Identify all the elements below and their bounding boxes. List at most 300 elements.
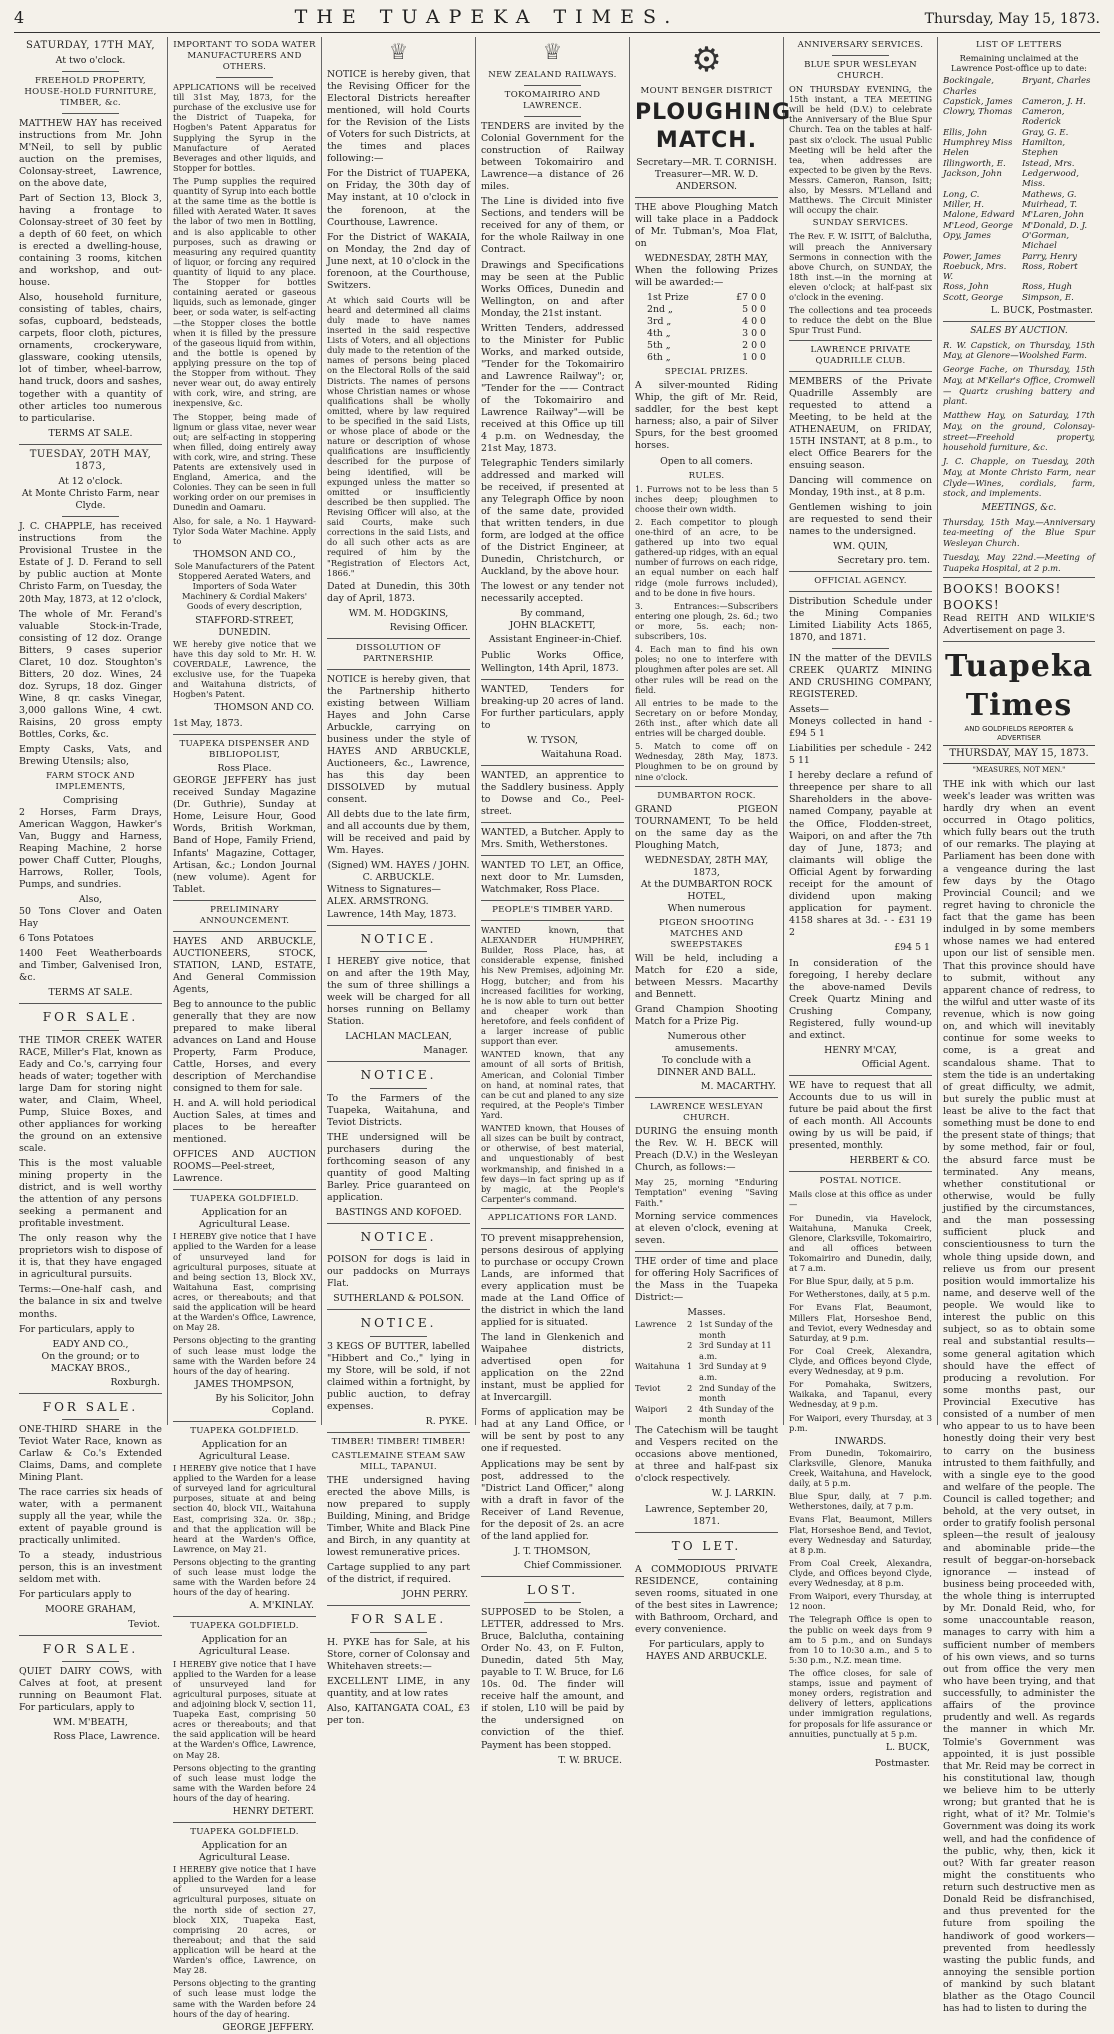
- ad-sub: Application for an Agricultural Lease.: [198, 1840, 291, 1864]
- ad-body: I HEREBY give notice that I have applied to the Warden for a lease of surveyed land for agricultural purposes, situate at and being section 40, block VII., Waitahuna East, comprising 32a. 0r. 38p.; and that the application will be heard at the Warden's Office, Lawrence, on May 21.: [173, 1463, 316, 1554]
- letter-recipient: M'Leod, George: [943, 220, 1013, 231]
- signature: (Signed) WM. HAYES / JOHN. C. ARBUCKLE.: [327, 860, 470, 884]
- masthead: [14, 6, 1100, 33]
- ad-sub: INWARDS.: [834, 1435, 887, 1447]
- signature: J. T. THOMSON,: [514, 1545, 591, 1557]
- list-item: Thursday, 15th May.—Anniversary tea-meeting of the Blue Spur Wesleyan Church.: [943, 516, 1095, 549]
- signature: SUTHERLAND & POLSON.: [333, 1293, 464, 1305]
- ad-heading: FOR SALE.: [42, 1399, 139, 1414]
- letter-recipient: Clowry, Thomas: [943, 107, 1013, 118]
- ad-sub: Application for an Agricultural Lease.: [198, 1634, 291, 1658]
- column-5: [630, 37, 792, 1662]
- logo-subtitle: AND GOLDFIELDS REPORTER & ADVERTISER: [964, 724, 1074, 742]
- ad-body: 6 Tons Potatoes: [19, 933, 94, 945]
- ad-body: For Dunedin, via Havelock, Waitahuna, Manuka Creek, Glenore, Clarksville, Tokomairiro, and all offices between Tokomairiro and Dunedin, daily, at 7 a.m.: [789, 1212, 932, 1274]
- signature: ALEX. ARMSTRONG.: [327, 896, 429, 908]
- ad-body: For Waipori, every Thursday, at 3 p.m.: [789, 1412, 932, 1433]
- ad-body: In consideration of the foregoing, I hereby declare the above-named Devils Creek Quartz Mining and Crushing Company, Registered, fully wound-up and extinct.: [789, 957, 932, 1042]
- ad-body: Morning service commences at eleven o'clock, evening at seven.: [635, 1210, 778, 1246]
- letter-recipient: Cameron, Roderick: [1022, 107, 1065, 128]
- ploughing-engraving-icon: ⚙: [691, 40, 722, 80]
- signature: L. BUCK, Postmaster.: [990, 305, 1093, 317]
- ad-body: Blue Spur, daily, at 7 p.m. Wetherstones, daily, at 7 p.m.: [789, 1491, 932, 1512]
- mass-table: Lawrence 2 1st Sunday of the month 2 3rd Sunday at 11 a.m. Waitahuna 1 3rd Sunday at 9 a.m. Teviot 2 2nd Sunday of the month Waipori 2 4th Sunday of the month: [635, 1318, 776, 1425]
- ad-heading: FOR SALE.: [350, 1612, 447, 1627]
- ad-heading: PRELIMINARY ANNOUNCEMENT.: [199, 904, 290, 926]
- assets-label: Assets—: [789, 704, 829, 716]
- ad-body: QUIET DAIRY COWS, with Calves at foot, at present running on Beaumont Flat. For particulars, apply to: [19, 1665, 162, 1713]
- ad-body: Mails close at this office as under—: [789, 1189, 932, 1210]
- ad-body: The whole of Mr. Ferand's valuable Stock-in-Trade, consisting of 12 doz. Orange Bitters, 9 cases superior Claret, 10 doz. Stoughton's Bitters, 20 doz. Wines, 24 doz. Syrups, 18 doz. Ginger Wine, 8 qr. casks Vinegar, 3,000 gallons Wine, 4 cwt. Raisins, 20 gross empty Bottles, Corks, &c.: [19, 608, 162, 740]
- signature: LACHLAN MACLEAN,: [345, 1031, 452, 1043]
- signature: WM. M. HODGKINS,: [348, 607, 449, 619]
- books-heading: BOOKS! BOOKS! BOOKS!: [943, 582, 1062, 612]
- ad-body: For Blue Spur, daily, at 5 p.m.: [789, 1276, 914, 1287]
- rule-item: 1. Furrows not to be less than 5 inches deep; ploughmen to choose their own width.: [635, 483, 778, 514]
- ad-body: Open to all comers.: [660, 455, 753, 467]
- signature: Chief Commissioner.: [523, 1559, 622, 1571]
- ad-body: ON THURSDAY EVENING, the 15th instant, a TEA MEETING will be held (D.V.) to celebrate the Anniversary of the Blue Spur Church. Tea on the tables at half-past six o'clock. The usual Public Meeting will be held after the tea, when addresses are expected to be given by the Revs. Messrs. Cameron, Ranson, Isitt; also, by Messrs. M'Lelland and Matthews. The Circuit Minister will occupy the chair.: [789, 84, 932, 216]
- ad-heading: LAWRENCE WESLEYAN CHURCH.: [649, 1102, 764, 1124]
- ad-body: 1400 Feet Weatherboards and Timber, Galvenised Iron, &c.: [19, 948, 162, 984]
- signature: Revising Officer.: [389, 621, 468, 633]
- ad-sub: Application for an Agricultural Lease.: [198, 1438, 291, 1462]
- ad-body: Gentlemen wishing to join are requested to send their names to the undersigned.: [789, 501, 932, 537]
- ad-body: The Rev. F. W. ISITT, of Balclutha, will preach the Anniversary Sermons in connection with the above Church, on SUNDAY, the 18th inst.—in the morning at eleven o'clock; at half-past six o'clock in the evening.: [789, 231, 932, 303]
- ad-body: I hereby declare a refund of threepence per share to all Shareholders in the above-named Company, payable at the Office, Flodden-street, Waipori, on and after the 7th day of June, 1873; and claimants will oblige the Official Agent by forwarding receipt for the amount of dividend upon making application for payment. 4158 shares at 3d. - - £31 19 2: [789, 770, 932, 938]
- column-7: [938, 37, 1100, 2015]
- ad-heading: TUAPEKA DISPENSER AND BIBLIOPOLIST,: [179, 739, 310, 761]
- ad-heading: SALES BY AUCTION.: [970, 326, 1068, 337]
- signature: On the ground; or to: [41, 1350, 140, 1362]
- ad-body: Drawings and Specifications may be seen at the Public Works Offices, Dunedin and Wellington, on and after Monday, the 21st instant.: [481, 259, 624, 319]
- ad-body: MEMBERS of the Private Quadrille Assembly are requested to attend a Meeting, to be held at the ATHENAEUM, on FRIDAY, 15TH INSTANT, at 8 p.m., to elect Office Bearers for the ensuing season.: [789, 375, 932, 471]
- ad-body: To the Farmers of the Tuapeka, Waitahuna, and Teviot Districts.: [327, 1092, 470, 1128]
- sale-date: SATURDAY, 17TH MAY,: [26, 40, 155, 51]
- ad-body: Persons objecting to the granting of such lease must lodge the same with the Warden before 24 hours of the day of hearing.: [173, 1556, 316, 1598]
- ad-heading: SUNDAY SERVICES.: [812, 218, 909, 229]
- sale-time: At 12 o'clock.: [58, 476, 123, 488]
- sale-time: At two o'clock.: [55, 54, 126, 66]
- ad-heading: PEOPLE'S TIMBER YARD.: [492, 905, 613, 915]
- ad-body: For the District of WAKAIA, on Monday, the 2nd day of June next, at 10 o'clock in the forenoon, at the Courthouse, Switzers.: [327, 231, 470, 291]
- signature: STAFFORD-STREET, DUNEDIN.: [195, 614, 294, 638]
- ad-body: ONE-THIRD SHARE in the Teviot Water Race, known as Carlaw & Co.'s Extended Claims, Dams, and complete Mining Plant.: [19, 1424, 162, 1484]
- signature: Official Agent.: [861, 1059, 930, 1071]
- letter-recipient: Capstick, James: [943, 96, 1013, 107]
- letter-recipient: Humphrey Miss Helen: [943, 138, 1013, 159]
- signature: WM. M'BEATH,: [53, 1717, 128, 1729]
- ad-body: Also, KAITANGATA COAL, £3 per ton.: [327, 1702, 470, 1726]
- ad-body: From Dunedin, Tokomairiro, Clarksville, Glenore, Manuka Creek, Waitahuna, and Havelock, daily, at 5 p.m.: [789, 1447, 932, 1489]
- ad-heading: TUAPEKA GOLDFIELD.: [190, 1194, 299, 1205]
- ad-body: Public Works Office, Wellington, 14th April, 1873.: [481, 650, 624, 674]
- letter-recipient: Ross, Hugh: [1022, 282, 1072, 293]
- ad-body: The office closes, for sale of stamps, issue and payment of money orders, registration and delivery of letters, applications under immigration regulations, for proposals for life assurance or annuities, punctually at 5 p.m.: [789, 1667, 932, 1739]
- ad-body: For Pomahaka, Switzers, Waikaka, and Tapanui, every Wednesday, at 9 p.m.: [789, 1379, 932, 1410]
- column-1: [14, 37, 168, 1743]
- rule-item: 5. Match to come off on Wednesday, 28th May, 1873. Ploughmen to be on ground by nine o'clock.: [635, 741, 778, 782]
- letter-recipient: Mathews, G.: [1022, 189, 1077, 200]
- ad-body: I HEREBY give notice, that on and after the 19th May, the sum of three shillings a week will be charged for all horses running on Bellamy Station.: [327, 955, 470, 1028]
- ad-body: Beg to announce to the public generally that they are now prepared to make liberal advances on Land and House Property, Farm Produce, Cattle, Horses, and every description of Merchandise consigned to them for sale.: [173, 998, 316, 1094]
- ad-heading: TIMBER! TIMBER! TIMBER!: [331, 1436, 466, 1447]
- page-number: 4: [14, 8, 25, 27]
- ad-heading: ANNIVERSARY SERVICES.: [797, 40, 924, 50]
- ad-body: For the District of TUAPEKA, on Friday, the 30th day of May instant, at 10 o'clock in the forenoon, at the Courthouse, Lawrence.: [327, 168, 470, 228]
- ad-body: Also, household furniture, consisting of tables, chairs, sofas, cupboard, bedsteads, carpets, floor cloth, pictures, ornaments, crockeryware, glassware, cooking utensils, lot of timber, wheel-barrow, hand truck, doors and sashes, together with a quantity of other articles too numerous to particularise.: [19, 292, 162, 424]
- signature: THOMSON AND CO.: [214, 702, 314, 714]
- signature: HERBERT & CO.: [849, 1155, 930, 1167]
- ad-heading: SPECIAL PRIZES.: [664, 367, 749, 378]
- ad-body: Distribution Schedule under the Mining Companies Limited Liability Acts 1865, 1870, and 1871.: [789, 595, 932, 644]
- ad-body: I HEREBY give notice that I have applied to the Warden for a lease of unsurveyed land for agricultural purposes, situate at and being section 13, Block XV., Waitahuna East, comprising acres, or thereabouts; and that said the application will be heard at the Warden's Office, Lawrence, on May 28.: [173, 1231, 316, 1333]
- ad-body: OFFICES AND AUCTION ROOMS—Peel-street, Lawrence.: [173, 1149, 316, 1185]
- ad-body: GRAND PIGEON TOURNAMENT, To be held on the same day as the Ploughing Match,: [635, 803, 778, 851]
- ad-body: Dancing will commence on Monday, 19th inst., at 8 p.m.: [789, 474, 932, 498]
- letter-recipient: Ross, John: [943, 282, 989, 293]
- ad-body: THE TIMOR CREEK WATER RACE, Miller's Flat, known as Eady and Co.'s, carrying four heads of water; together with large Dam for storing night water, and Claim, Wheel, Pump, Sluice Boxes, and other appliances for working the ground on an extensive scale.: [19, 1034, 162, 1155]
- letter-recipient: Istead, Mrs.: [1022, 158, 1075, 169]
- ad-body: Forms of application may be had at any Land Office, or will be sent by post to any one if requested.: [481, 1407, 624, 1455]
- ad-body: To a steady, industrious person, this is an investment seldom met with.: [19, 1550, 162, 1586]
- ad-body: Persons objecting to the granting of such lease must lodge the same with the Warden before 24 hours of the day of hearing.: [173, 1978, 316, 2019]
- editorial-text: THE ink with which our last week's leader was written was hardly dry when an event occurred in Otago politics, which fully bears out the truth of our remarks. The playing at Parliament has been done with a vengeance during the last few days by the Otago Provincial Council; and we regret having to chronicle the fact that the game has been indulged in by some members whose names we had entered upon our list of sensible men. That this province should have to submit, without any apparent chance of redress, to the wilful and utter waste of its revenue, which is now going on, and which will inevitably continue for some weeks to come, is a great and scandalous shame. That to stem the tide is an undertaking of great difficulty, we admit, but surely the public must at least be alive to the fact that something must be done to end the present state of things; that by some method, fair or foul, the absurd farce must be terminated. Any means, whether constitutional or otherwise, would be fully justified by the circumstances, and the man possessing sufficient pluck and conscientiousness to turn the whole thing upside down, and relieve us from our present position would immortalize his name, and deserve well of the people. We would like to interest the public on this subject, so as to obtain some real and substantial results—some general agitation which should have the effect of producing a revolution. For some months past, our Provincial Executive has consisted of a number of men who appear to us to have been honestly doing their very best to carry on the business intrusted to them faithfully, and with a single eye to the good and welfare of the people. The Council is called together; and behold, at the very outset, in order to gratify foolish personal spleen—the result of jealousy and abominable pride—the result of beggar-on-horseback ignorance — instead of business being proceeded with, the whole thing is interrupted by Mr. Donald Reid, who, for some unaccountable reason, manages to carry with him a sufficient number of members of his own views, and so turns out from office the very men who have been trying, and that successfully, to administer the affairs of the province prudently and well. As regards the manner in which Mr. Tolmie's Government was appointed, it is just possible that Mr. Reid may be correct in his constitutional law, though we believe him to be utterly wrong; but granted that he is right, what of it? Mr. Tolmie's Government was doing its work well, and had the confidence of the public, why, then, kick it out? With far greater reason might the constituents who return such destructive men as Donald Reid be disfranchised, and thus prevented for the future from spoiling the handiwork of good workers—prevented from heedlessly wasting the public funds, and annoying the sensible portion of mankind by such blatant blather as the Otago Council has had to listen to during the: [943, 778, 1095, 2015]
- ledger-row: Moneys collected in hand - £94 5 1: [789, 716, 932, 740]
- editorial-date: THURSDAY, MAY 15, 1873.: [943, 745, 1095, 764]
- signature: BASTINGS AND KOFOED.: [335, 1206, 462, 1218]
- ad-body: For Wetherstones, daily, at 5 p.m.: [789, 1289, 931, 1300]
- ad-heading: FOR SALE.: [42, 1010, 139, 1025]
- letter-recipient: Bryant, Charles: [1022, 76, 1091, 87]
- ad-body: TO prevent misapprehension, persons desirous of applying to purchase or occupy Crown Lands, are informed that every application must be made at the Land Office of the district in which the land applied for is situated.: [481, 1232, 624, 1329]
- signature: MACKAY BROS.,: [50, 1362, 131, 1374]
- signature: MOORE GRAHAM,: [45, 1604, 136, 1616]
- signature: T. W. BRUCE.: [558, 1754, 622, 1766]
- ad-heading: MOUNT BENGER DISTRICT: [640, 85, 773, 96]
- ad-body: The Line is divided into five Sections, and tenders will be received for any of them, or for the whole Railway in one Contract.: [481, 196, 624, 256]
- ad-heading: TUAPEKA GOLDFIELD.: [190, 1621, 299, 1632]
- ad-body: The lowest or any tender not necessarily accepted.: [481, 581, 624, 605]
- ad-body: Will be held, including a Match for £20 a side, between Messrs. Macarthy and Bennett.: [635, 952, 778, 1000]
- rule-item: 3. Entrances:—Subscribers entering one plough, 2s. 6d.; two or more, 5s. each; non-subscribers, 10s.: [635, 600, 778, 642]
- ad-body: Dated at Dunedin, this 30th day of April, 1873.: [327, 580, 470, 604]
- ad-body: A silver-mounted Riding Whip, the gift of Mr. Reid, saddler, for the best kept harness; also, a pair of Silver Spurs, for the best groomed horses.: [635, 380, 778, 452]
- ad-sub: Comprising: [62, 794, 119, 806]
- ad-body: Grand Champion Shooting Match for a Prize Pig.: [635, 1004, 778, 1028]
- ad-body: Also, for sale, a No. 1 Hayward-Tylor Soda Water Machine. Apply to: [173, 515, 316, 546]
- ad-body: The Stopper, being made of lignum or glass vitae, never wear out; are self-acting in stoppering when filled, doing entirely away with cork, wire, and string. These Patents are extensively used in England, America, and the Colonies. They can be seen in full working order on our premises in Dunedin and Oamaru.: [173, 411, 316, 513]
- ad-body: From Waipori, every Thursday, at 12 noon.: [789, 1591, 932, 1612]
- letter-recipient: Opy, James: [943, 230, 991, 241]
- letters-list: [943, 76, 1095, 303]
- ad-body: WE have to request that all Accounts due to us will in future be paid about the first of each month. All Accounts owing by us will be paid, if presented, monthly.: [789, 1080, 932, 1152]
- list-item: R. W. Capstick, on Thursday, 15th May, at Glenore—Woolshed Farm.: [943, 339, 1095, 361]
- letter-recipient: Miller, H.: [943, 199, 984, 210]
- ad-body: The Telegraph Office is open to the public on week days from 9 am to 5 p.m., and on Sundays from 10 to 10:30 a.m., and 5 to 5:30 p.m., N.Z. mean time.: [789, 1614, 932, 1665]
- issue-date: Thursday, May 15, 1873.: [924, 11, 1100, 27]
- ad-sub: Ross Place.: [217, 763, 272, 775]
- ad-body: WANTED TO LET, an Office, next door to Mr. Lumsden, Watchmaker, Ross Place.: [481, 859, 624, 895]
- prize-row: 5th „ 2 0 0: [647, 340, 766, 352]
- ad-body: Persons objecting to the granting of such lease must lodge the same with the Warden before 24 hours of the day of hearing.: [173, 1335, 316, 1376]
- ad-body: Part of Section 13, Block 3, having a frontage to Colonsay-street of 30 feet by a depth of 60 feet, on which is erected a dwelling-house, containing 3 rooms, kitchen and workshop, and out-house.: [19, 193, 162, 289]
- rule-item: 2. Each competitor to plough one-third of an acre, to be gathered up into two equal gathered-up ridges, with an equal number of furrows on each ridge, an equal number on each half ridge (mole furrows included), and to be done in five hours.: [635, 516, 778, 598]
- ad-heading: CASTLEMAINE STEAM SAW MILL, TAPANUI.: [331, 1450, 466, 1472]
- tuapeka-times-logo: Tuapeka Times: [944, 649, 1094, 723]
- signature: L. BUCK,: [885, 1741, 930, 1753]
- signature: Waitahuna Road.: [541, 748, 622, 760]
- ad-body: SUPPOSED to be Stolen, a LETTER, addressed to Mrs. Bruce, Balclutha, containing Order No. 43, on F. Fulton, Dunedin, dated 5th May, payable to T. W. Bruce, for L6 10s. 0d. The finder will receive half the amount, and if stolen, L10 will be paid by the undersigned on conviction of the thief. Payment has been stopped.: [481, 1607, 624, 1751]
- ad-body: At the DUMBARTON ROCK HOTEL,: [640, 878, 773, 902]
- signature: M. MACARTHY.: [700, 1081, 776, 1093]
- rule-item: All entries to be made to the Secretary on or before Monday, 26th inst., after which date all entries will be charged double.: [635, 697, 778, 739]
- ad-heading: LAWRENCE PRIVATE QUADRILLE CLUB.: [810, 344, 911, 366]
- ad-body: The collections and tea proceeds to reduce the debt on the Blue Spur Trust Fund.: [789, 305, 932, 336]
- ad-body: H. and A. will hold periodical Auction Sales, at times and places to be hereafter mentioned.: [173, 1098, 316, 1146]
- letter-recipient: Gray, G. E.: [1022, 127, 1069, 138]
- signature: Secretary pro. tem.: [837, 554, 930, 566]
- royal-crest-icon: ♕: [542, 40, 563, 65]
- letter-recipient: M'Laren, John: [1022, 210, 1084, 221]
- ad-heading: BLUE SPUR WESLEYAN CHURCH.: [804, 60, 917, 81]
- event-date: WEDNESDAY, 28TH MAY, 1873,: [644, 854, 769, 878]
- ad-body: NOTICE is hereby given, that the Partnership hitherto existing between William Hayes and John Carse Arbuckle, carrying on business under the style of HAYES AND ARBUCKLE, Auctioneers, &c., Lawrence, has this day been DISSOLVED by mutual consent.: [327, 673, 470, 806]
- signature: HENRY DETERT.: [232, 1806, 314, 1818]
- ad-body: Empty Casks, Vats, and Brewing Utensils; also,: [19, 743, 162, 767]
- ad-body: This is the most valuable mining property in the district, and is well worthy the attention of any persons seeking a permanent and profitable investment.: [19, 1158, 162, 1230]
- ad-body: At which said Courts will be heard and determined all claims duly made to have names inserted in the said respective Lists of Voters, and all objections duly made to the retention of the names of persons being placed on the Electoral Rolls of the said Districts. The names of persons whose Christian names or whose qualifications shall be wholly omitted, where by law required to be specified in the said Lists, or whose place of abode or the nature or description of whose qualifications are insufficiently described for the purpose of being identified, will be expunged unless the matter so omitted or insufficiently described be then supplied. The Revising Officer will also, at the said Courts, make such corrections in the said Lists, and do all such other acts as are required of him by the "Registration of Electors Act, 1866.": [327, 294, 470, 578]
- letter-recipient: Illingworth, E.: [943, 158, 1006, 169]
- signature: W. J. LARKIN.: [711, 1488, 776, 1500]
- column-2: [168, 37, 322, 2033]
- rule-item: 4. Each man to find his own poles; no one to interfere with ploughmen after poles are set. All other rules will be read on the field.: [635, 644, 778, 695]
- prize-row: 1st Prize £7 0 0: [647, 292, 766, 304]
- signature: A. M'KINLAY.: [249, 1600, 314, 1612]
- ad-date: Lawrence, September 20, 1871.: [645, 1504, 768, 1528]
- ad-heading: FARM STOCK AND IMPLEMENTS,: [46, 770, 135, 792]
- terms: TERMS AT SALE.: [48, 427, 133, 439]
- terms: TERMS AT SALE.: [48, 987, 133, 999]
- ad-body: Remaining unclaimed at the Lawrence Post-office up to date:: [951, 53, 1087, 74]
- letter-recipient: Roebuck, Mrs. W.: [943, 261, 1007, 283]
- ad-body: WANTED known, that any amount of all sorts of British, American, and Colonial Timber on hand, at nominal rates, that can be cut and planed to any size required, at the People's Timber Yard.: [481, 1049, 624, 1120]
- ad-body: The land in Glenkenich and Waipahee districts, advertised open for application on the 22nd instant, must be applied for at Invercargill.: [481, 1332, 624, 1404]
- ad-body: Numerous other amusements.: [667, 1031, 746, 1055]
- ad-sub: Also,: [78, 894, 103, 906]
- ad-body: Evans Flat, Beaumont, Millers Flat, Horseshoe Bend, and Teviot, every Wednesday and Saturday, at 8 p.m.: [789, 1514, 932, 1555]
- motto: "MEASURES, NOT MEN.": [972, 765, 1066, 774]
- ad-body: DURING the ensuing month the Rev. W. H. BECK will Preach (D.V.) in the Wesleyan Church, as follows:—: [635, 1126, 778, 1174]
- ad-body: Written Tenders, addressed to the Minister for Public Works, and marked outside, "Tender for the Tokomairiro and Lawrence Railway"; or, "Tender for the —— Contract of the Tokomairiro and Lawrence Railway"—will be received at this Office up till 4 p.m. on Wednesday, the 21st May, 1873.: [481, 322, 624, 454]
- ad-heading: TOKOMAIRIRO AND LAWRENCE.: [504, 90, 601, 112]
- ad-heading: TUAPEKA GOLDFIELD.: [190, 1425, 299, 1436]
- signature: JOHN BLACKETT,: [509, 620, 596, 632]
- ad-body: Persons objecting to the granting of such lease must lodge the same with the Warden before 24 hours of the day of hearing.: [173, 1762, 316, 1803]
- ad-body: GEORGE JEFFERY has just received Sunday Magazine (Dr. Guthrie), Sunday at Home, Leisure Hour, Good Words, British Workman, Band of Hope, Family Friend, Infants' Magazine, Cottager, Artisan, &c.; London Journal (new volume). Agent for Tablet.: [173, 775, 316, 895]
- ad-body: A COMMODIOUS PRIVATE RESIDENCE, containing seven rooms, situated in one of the best sites in Lawrence; with Bathroom, Orchard, and every convenience.: [635, 1563, 778, 1635]
- letter-recipient: M'Donald, D. J.: [1022, 220, 1088, 231]
- letter-recipient: Malone, Edward: [943, 210, 1015, 221]
- list-item: Matthew Hay, on Saturday, 17th May, on the ground, Colonsay-street—Freehold property, household furniture, &c.: [943, 410, 1095, 453]
- event-date: WEDNESDAY, 28TH MAY,: [644, 253, 769, 265]
- ad-body: DINNER AND BALL.: [656, 1067, 757, 1079]
- letter-recipient: Long, C.: [943, 189, 980, 200]
- ad-body: The race carries six heads of water, with a permanent supply all the year, while the extent of payable ground is practically unlimited.: [19, 1487, 162, 1547]
- letter-recipient: Simpson, E.: [1022, 292, 1074, 303]
- prize-row: 3rd „ 4 0 0: [647, 316, 766, 328]
- ad-heading: LOST.: [526, 1582, 579, 1597]
- prize-row: 6th „ 1 0 0: [647, 352, 766, 364]
- letter-recipient: Power, James: [943, 251, 1001, 262]
- ad-body: WE hereby give notice that we have this day sold to Mr. H. W. COVERDALE, Lawrence, the exclusive use, for the Tuapeka and Waitahuna districts, of Hogben's Patent.: [173, 638, 316, 700]
- letter-recipient: Bockingale, Charles: [943, 76, 994, 97]
- ad-heading: DUMBARTON ROCK.: [657, 790, 756, 801]
- letter-recipient: Muirhead, T.: [1022, 199, 1078, 210]
- ad-body: THE undersigned will be purchasers during the forthcoming season of any quantity of good Malting Barley. Price guaranteed on application.: [327, 1131, 470, 1203]
- ad-body: Cartage supplied to any part of the district, if required.: [327, 1562, 470, 1586]
- ad-body: THE order of time and place for offering Holy Sacrifices of the Mass in the Tuapeka District:—: [635, 1255, 778, 1303]
- ad-body: I HEREBY give notice that I have applied to the Warden for a lease of unsurveyed land for agricultural purposes, situate at and adjoining block V, section 11, Tuapeka East, comprising 50 acres or thereabouts; and that the said application will be heard at the Warden's Office, Lawrence, on May 28.: [173, 1658, 316, 1760]
- signature: JOHN PERRY.: [402, 1589, 468, 1601]
- ad-body: HAYES AND ARBUCKLE, AUCTIONEERS, STOCK, STATION, LAND, ESTATE, And General Commission Agents,: [173, 935, 316, 995]
- ad-heading: NOTICE.: [360, 1316, 437, 1331]
- ad-heading: NOTICE.: [360, 1068, 437, 1083]
- ad-body: THE above Ploughing Match will take place in a Paddock of Mr. Tubman's, Moa Flat, on: [635, 201, 778, 250]
- officer: Treasurer—MR. W. D. ANDERSON.: [654, 168, 759, 192]
- ad-body: By command,: [520, 608, 585, 620]
- ad-heading: TO LET.: [671, 1539, 742, 1554]
- ad-sub: Application for an Agricultural Lease.: [198, 1207, 291, 1231]
- ad-body: WANTED, a Butcher. Apply to Mrs. Smith, Wetherstones.: [481, 826, 624, 850]
- signature: GEORGE JEFFERY.: [222, 2021, 314, 2033]
- ad-body: For Coal Creek, Alexandra, Clyde, and Offices beyond Clyde, every Wednesday, at 9 p.m.: [789, 1345, 932, 1377]
- letter-recipient: Scott, George: [943, 292, 1004, 303]
- ad-heading: NEW ZEALAND RAILWAYS.: [488, 70, 617, 81]
- column-3: [322, 37, 476, 1726]
- royal-crest-icon: ♕: [388, 40, 409, 65]
- ad-body: When the following Prizes will be awarded:—: [635, 265, 778, 289]
- ad-body: For particulars, apply to: [19, 1323, 135, 1335]
- ad-body: For Evans Flat, Beaumont, Millers Flat, Horseshoe Bend, and Teviot, every Wednesday and Saturday, at 9 p.m.: [789, 1302, 932, 1343]
- ad-heading: NOTICE.: [360, 931, 437, 946]
- letter-recipient: Ellis, John: [943, 127, 988, 138]
- ad-body: H. PYKE has for Sale, at his Store, corner of Colonsay and Whitehaven streets:—: [327, 1636, 470, 1672]
- paper-title: THE TUAPEKA TIMES.: [294, 6, 680, 28]
- ledger-row: Liabilities per schedule - 242 5 11: [789, 743, 932, 767]
- signature: EADY AND CO.,: [52, 1338, 129, 1350]
- signature: Witness to Signatures—: [327, 884, 441, 896]
- letter-recipient: Parry, Henry: [1022, 251, 1077, 262]
- ad-body: Telegraphic Tenders similarly addressed and marked will be received, if presented at any Telegraph Office by noon of the same date, provided that written tenders, in due form, are lodged at the office of the District Engineer, at Dunedin, Christchurch, or Auckland, by the above hour.: [481, 458, 624, 578]
- ad-body: IN the matter of the DEVILS CREEK QUARTZ MINING AND CRUSHING COMPANY, REGISTERED.: [789, 653, 932, 701]
- ad-date: 1st May, 1873.: [173, 718, 243, 730]
- ad-body: APPLICATIONS will be received till 31st May, 1873, for the purchase of the exclusive use for the District of Tuapeka, for Hogben's Patent Apparatus for Supplying the Syrup in the Manufacture of Aerated Beverages and other liquids, and Stopper for bottles.: [173, 82, 316, 173]
- sale-place: At Monte Christo Farm, near Clyde.: [21, 488, 160, 512]
- signature: WM. QUIN,: [832, 540, 889, 552]
- signature: Roxburgh.: [110, 1376, 160, 1388]
- prize-row: 4th „ 3 0 0: [647, 328, 766, 340]
- ad-body: Terms:—One-half cash, and the balance in six and twelve months.: [19, 1284, 162, 1320]
- signature: W. TYSON,: [526, 734, 579, 746]
- ad-body: Read REITH AND WILKIE'S Advertisement on page 3.: [943, 613, 1095, 637]
- ad-heading: MEETINGS, &c.: [981, 503, 1057, 514]
- signature: R. PYKE.: [425, 1415, 468, 1427]
- ad-body: May 25, morning "Enduring Temptation" evening "Saving Faith.": [635, 1177, 778, 1208]
- ad-body: For particulars apply to: [19, 1589, 132, 1601]
- list-item: Tuesday, May 22nd.—Meeting of Tuapeka Hospital, at 2 p.m.: [943, 551, 1095, 573]
- signature: HAYES AND ARBUCKLE.: [645, 1650, 768, 1662]
- ad-body: WANTED, an apprentice to the Saddlery business. Apply to Dowse and Co., Peel-street.: [481, 769, 624, 817]
- ad-heading: PIGEON SHOOTING MATCHES AND SWEEPSTAKES: [658, 917, 755, 950]
- ad-body: THE undersigned having erected the above Mills, is now prepared to supply Building, Mining, and Bridge Timber, White and Black Pine and Birch, in any quantity at lowest remunerative prices.: [327, 1474, 470, 1559]
- ad-body: 3 KEGS OF BUTTER, labelled "Hibbert and Co.," lying in my Store, will be sold, if not claimed within a fortnight, by public auction, to defray expenses.: [327, 1340, 470, 1412]
- signature: Teviot.: [128, 1618, 160, 1630]
- list-item: J. C. Chapple, on Tuesday, 20th May, at Monte Christo Farm, near Clyde—Wines, cordials, farm, stock, and implements.: [943, 456, 1095, 499]
- ad-heading: DISSOLUTION OF PARTNERSHIP.: [355, 642, 442, 664]
- ad-heading: RULES.: [688, 470, 725, 481]
- ad-body: WANTED known, that Houses of all sizes can be built by contract, or otherwise, of best material, and unquestionably of best workmanship, and finished in a few days—in fact spring up as if by magic, at the People's Carpenter's command.: [481, 1123, 624, 1204]
- signature: Assistant Engineer-in-Chief.: [488, 634, 622, 646]
- ad-body: J. C. CHAPPLE, has received instructions from the Provisional Trustee in the Estate of J. D. Ferand to sell by public auction at Monte Christo Farm, on Tuesday, the 20th May, 1873, at 12 o'clock,: [19, 521, 163, 605]
- ad-body: 2 Horses, Farm Drays, American Waggon, Hawker's Van, Buggy and Harness, Reaping Machine, 2 horse power Chaff Cutter, Ploughs, Harrows, Roller, Tools, Pumps, and sundries.: [19, 806, 162, 891]
- ad-body: When numerous: [667, 902, 746, 914]
- ad-body: I HEREBY give notice that I have applied to the Warden for a lease of unsurveyed land for agricultural purposes, situate on the north side of section 27, block XIX, Tuapeka East, comprising 20 acres, or thereabout; and that the said application will be heard at the Warden's office, Lawrence, on May 28.: [173, 1864, 316, 1976]
- ad-heading: NOTICE.: [360, 1229, 437, 1244]
- auction-list: [943, 340, 1095, 500]
- ad-heading: APPLICATIONS FOR LAND.: [487, 1212, 618, 1223]
- ad-heading: OFFICIAL AGENCY.: [814, 575, 907, 586]
- prize-list: [635, 292, 778, 364]
- ad-body: The Catechism will be taught and Vespers recited on the occasions above mentioned, at three and half-past six o'clock respectively.: [635, 1425, 778, 1485]
- ad-heading: TUAPEKA GOLDFIELD.: [190, 1827, 299, 1838]
- signature: THOMSON AND CO.,: [193, 548, 296, 560]
- letter-recipient: Ross, Robert: [1022, 261, 1078, 272]
- officer: Secretary—MR. T. CORNISH.: [636, 156, 777, 168]
- letter-recipient: Cameron, J. H.: [1022, 96, 1086, 107]
- letter-recipient: Ledgerwood, Miss.: [1022, 169, 1079, 190]
- ad-heading: POSTAL NOTICE.: [819, 1176, 902, 1187]
- meetings-list: [943, 517, 1095, 574]
- ad-body: For particulars, apply to: [648, 1638, 765, 1650]
- list-item: George Fache, on Thursday, 15th May, at M'Kellar's Office, Cromwell — Quartz crushing battery and plant.: [943, 364, 1095, 407]
- ad-body: Sole Manufacturers of the Patent Stoppered Aerated Waters, and Importers of Soda Water Machinery & Cordial Makers' Goods of every description,: [174, 560, 315, 612]
- ad-body: POISON for dogs is laid in our paddocks on Murrays Flat.: [327, 1254, 470, 1290]
- ad-body: MATTHEW HAY has received instructions from Mr. John M'Neil, to sell by public auction on the premises, Colonsay-street, Lawrence, on the above date,: [19, 117, 162, 189]
- letter-recipient: O'Gorman, Michael: [1022, 230, 1070, 252]
- ad-body: All debts due to the late firm, and all accounts due by them, will be received and paid by Wm. Hayes.: [327, 809, 470, 857]
- letter-recipient: Jackson, John: [943, 169, 1002, 180]
- column-4: [476, 37, 630, 1766]
- ad-body: TENDERS are invited by the Colonial Government for the construction of Railway between Tokomairiro and Lawrence—a distance of 26 miles.: [481, 121, 624, 193]
- ad-date: Lawrence, 14th May, 1873.: [327, 908, 457, 920]
- ad-body: WANTED, Tenders for breaking-up 20 acres of land. For further particulars, apply to: [481, 683, 624, 731]
- signature: JAMES THOMPSON,: [194, 1378, 295, 1390]
- ad-body: EXCELLENT LIME, in any quantity, and at low rates: [327, 1675, 470, 1699]
- prize-row: 2nd „ 5 0 0: [647, 304, 766, 316]
- ad-body: WANTED known, that ALEXANDER HUMPHREY, Builder, Ross Place, has, at considerable expense, finished his New Premises, adjoining Mr. Hogg, butcher; and from his increased facilities for working, he is now able to turn out better and cheaper work than heretofore, and feels confident of a larger increase of public support than ever.: [481, 925, 624, 1047]
- ad-body: NOTICE is hereby given, that the Revising Officer for the Electoral Districts hereafter mentioned, will hold Courts for the Revision of the Lists of Voters for such Districts, at the times and places following:—: [327, 69, 470, 165]
- signature: Manager.: [423, 1045, 468, 1057]
- signature: Postmaster.: [874, 1757, 930, 1769]
- sale-date: TUESDAY, 20TH MAY, 1873,: [29, 448, 152, 473]
- ad-body: 50 Tons Clover and Oaten Hay: [19, 906, 162, 930]
- ad-heading: FREEHOLD PROPERTY, HOUSE-HOLD FURNITURE, TIMBER, &c.: [24, 75, 157, 108]
- ad-heading: FOR SALE.: [42, 1641, 139, 1656]
- signature: By his Solicitor, John Copland.: [215, 1392, 314, 1416]
- signature: HENRY M'CAY,: [824, 1045, 897, 1057]
- ad-sub: Masses.: [687, 1306, 726, 1318]
